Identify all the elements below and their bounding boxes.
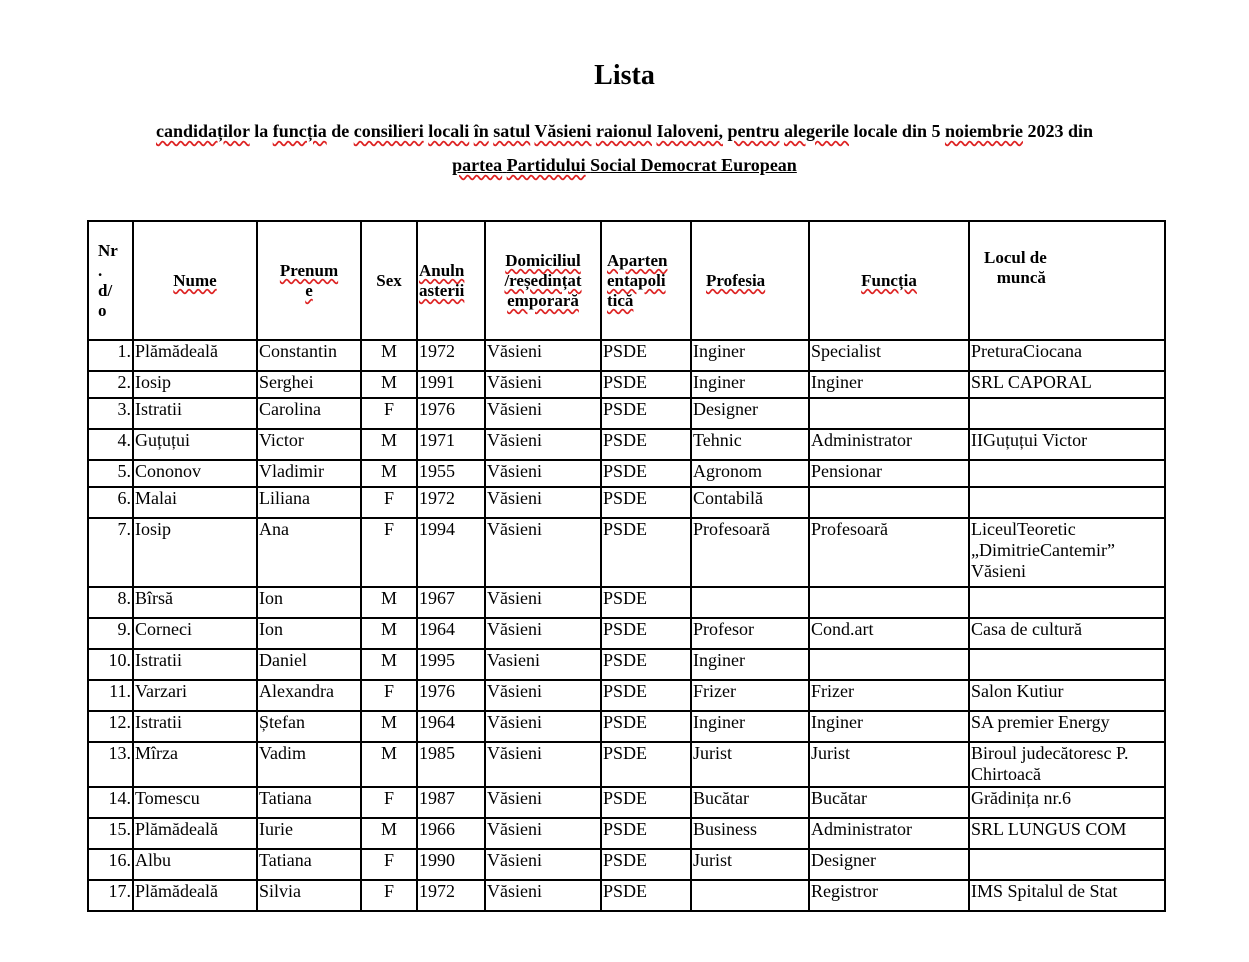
cell-prenume: Ștefan: [257, 711, 361, 742]
cell-profesia: Profesoară: [691, 518, 809, 587]
cell-anul: 1967: [417, 587, 485, 618]
cell-nume: Mîrza: [133, 742, 257, 787]
cell-domiciliu: Văsieni: [485, 371, 601, 398]
cell-sex: F: [361, 398, 417, 429]
cell-profesia: Tehnic: [691, 429, 809, 460]
cell-partid: PSDE: [601, 818, 691, 849]
cell-prenume: Liliana: [257, 487, 361, 518]
cell-prenume: Victor: [257, 429, 361, 460]
cell-profesia: Inginer: [691, 649, 809, 680]
cell-nr: 17.: [88, 880, 133, 911]
cell-functia: Bucătar: [809, 787, 969, 818]
cell-prenume: Daniel: [257, 649, 361, 680]
cell-nume: Plămădeală: [133, 818, 257, 849]
cell-locul: SA premier Energy: [969, 711, 1165, 742]
cell-profesia: Jurist: [691, 742, 809, 787]
cell-nr: 4.: [88, 429, 133, 460]
table-row: [88, 398, 1165, 429]
cell-locul: SRL CAPORAL: [969, 371, 1165, 398]
cell-sex: M: [361, 460, 417, 487]
cell-locul: [969, 398, 1165, 429]
subtitle-word: locale din 5: [853, 121, 941, 141]
cell-nume: Corneci: [133, 618, 257, 649]
cell-anul: 1971: [417, 429, 485, 460]
cell-partid: PSDE: [601, 742, 691, 787]
cell-domiciliu: Văsieni: [485, 711, 601, 742]
cell-sex: F: [361, 880, 417, 911]
cell-functia: Specialist: [809, 340, 969, 371]
cell-partid: PSDE: [601, 649, 691, 680]
cell-anul: 1985: [417, 742, 485, 787]
cell-partid: PSDE: [601, 460, 691, 487]
cell-domiciliu: Văsieni: [485, 429, 601, 460]
cell-locul: [969, 460, 1165, 487]
cell-nume: Plămădeală: [133, 880, 257, 911]
table-body: [88, 340, 1165, 911]
cell-domiciliu: Văsieni: [485, 742, 601, 787]
cell-domiciliu: Văsieni: [485, 460, 601, 487]
cell-locul: Salon Kutiur: [969, 680, 1165, 711]
cell-sex: F: [361, 487, 417, 518]
cell-locul: [969, 487, 1165, 518]
cell-profesia: Agronom: [691, 460, 809, 487]
cell-nr: 2.: [88, 371, 133, 398]
cell-locul: Grădinița nr.6: [969, 787, 1165, 818]
cell-nume: Albu: [133, 849, 257, 880]
header-locul: Locul de muncă: [969, 221, 1165, 340]
cell-profesia: Frizer: [691, 680, 809, 711]
cell-anul: 1964: [417, 711, 485, 742]
cell-functia: [809, 398, 969, 429]
cell-anul: 1976: [417, 680, 485, 711]
cell-sex: F: [361, 787, 417, 818]
cell-nume: Guțuțui: [133, 429, 257, 460]
table-row: [88, 818, 1165, 849]
header-domiciliul: Domiciliul /reședințat emporară: [485, 221, 601, 340]
cell-domiciliu: Vasieni: [485, 649, 601, 680]
table-row: [88, 587, 1165, 618]
cell-partid: PSDE: [601, 618, 691, 649]
cell-partid: PSDE: [601, 587, 691, 618]
cell-locul: IMS Spitalul de Stat: [969, 880, 1165, 911]
cell-nr: 10.: [88, 649, 133, 680]
cell-functia: Cond.art: [809, 618, 969, 649]
cell-partid: PSDE: [601, 429, 691, 460]
cell-functia: Inginer: [809, 371, 969, 398]
cell-partid: PSDE: [601, 398, 691, 429]
cell-sex: M: [361, 711, 417, 742]
cell-nume: Cononov: [133, 460, 257, 487]
subtitle-word: noiembrie: [944, 121, 1023, 141]
cell-profesia: Business: [691, 818, 809, 849]
table-row: [88, 429, 1165, 460]
cell-anul: 1976: [417, 398, 485, 429]
cell-anul: 1994: [417, 518, 485, 587]
header-prenume: Prenum e: [257, 221, 361, 340]
subtitle-word: candidaților: [156, 121, 250, 141]
cell-nr: 13.: [88, 742, 133, 787]
cell-nr: 14.: [88, 787, 133, 818]
table-row: [88, 787, 1165, 818]
cell-profesia: Profesor: [691, 618, 809, 649]
cell-nume: Istratii: [133, 649, 257, 680]
cell-profesia: [691, 880, 809, 911]
cell-nume: Bîrsă: [133, 587, 257, 618]
document-subtitle: [100, 114, 1149, 182]
cell-partid: PSDE: [601, 680, 691, 711]
cell-sex: M: [361, 587, 417, 618]
cell-nr: 9.: [88, 618, 133, 649]
cell-domiciliu: Văsieni: [485, 587, 601, 618]
cell-locul: LiceulTeoretic „DimitrieCantemir” Văsieni: [969, 518, 1165, 587]
cell-sex: M: [361, 618, 417, 649]
cell-prenume: Constantin: [257, 340, 361, 371]
cell-functia: [809, 649, 969, 680]
cell-functia: Designer: [809, 849, 969, 880]
cell-profesia: Inginer: [691, 371, 809, 398]
cell-domiciliu: Văsieni: [485, 680, 601, 711]
subtitle-word: locali: [428, 121, 470, 141]
cell-functia: Registror: [809, 880, 969, 911]
cell-domiciliu: Văsieni: [485, 618, 601, 649]
cell-prenume: Iurie: [257, 818, 361, 849]
table-row: [88, 711, 1165, 742]
cell-prenume: Serghei: [257, 371, 361, 398]
cell-anul: 1990: [417, 849, 485, 880]
cell-sex: M: [361, 340, 417, 371]
cell-nr: 12.: [88, 711, 133, 742]
cell-functia: Inginer: [809, 711, 969, 742]
header-nr: Nr . d/ o: [88, 221, 133, 340]
cell-functia: Pensionar: [809, 460, 969, 487]
candidates-table: [87, 220, 1166, 912]
cell-profesia: Designer: [691, 398, 809, 429]
cell-anul: 1995: [417, 649, 485, 680]
header-anul: Anuln asterii: [417, 221, 485, 340]
cell-prenume: Alexandra: [257, 680, 361, 711]
cell-prenume: Ion: [257, 587, 361, 618]
table-header-row: [88, 221, 1165, 340]
cell-sex: M: [361, 818, 417, 849]
cell-sex: M: [361, 649, 417, 680]
document-title: Lista: [594, 60, 655, 91]
cell-domiciliu: Văsieni: [485, 787, 601, 818]
subtitle-word: 2023 din: [1027, 121, 1093, 141]
cell-profesia: Inginer: [691, 711, 809, 742]
cell-nr: 8.: [88, 587, 133, 618]
header-profesia: Profesia: [691, 221, 809, 340]
table-row: [88, 371, 1165, 398]
cell-anul: 1966: [417, 818, 485, 849]
subtitle-word: consilieri: [353, 121, 424, 141]
table-row: [88, 487, 1165, 518]
cell-nr: 6.: [88, 487, 133, 518]
cell-prenume: Ion: [257, 618, 361, 649]
cell-domiciliu: Văsieni: [485, 518, 601, 587]
cell-anul: 1955: [417, 460, 485, 487]
table-row: [88, 880, 1165, 911]
cell-partid: PSDE: [601, 849, 691, 880]
cell-nume: Malai: [133, 487, 257, 518]
table-row: [88, 649, 1165, 680]
cell-functia: Profesoară: [809, 518, 969, 587]
cell-locul: IIGuțuțui Victor: [969, 429, 1165, 460]
cell-functia: Administrator: [809, 818, 969, 849]
cell-partid: PSDE: [601, 487, 691, 518]
cell-prenume: Vadim: [257, 742, 361, 787]
cell-locul: [969, 587, 1165, 618]
cell-domiciliu: Văsieni: [485, 818, 601, 849]
subtitle-word: Văsieni: [534, 121, 592, 141]
subtitle-word: funcția: [272, 121, 327, 141]
cell-sex: M: [361, 429, 417, 460]
subtitle-word: de: [331, 121, 350, 141]
cell-sex: M: [361, 742, 417, 787]
cell-locul: SRL LUNGUS COM: [969, 818, 1165, 849]
cell-nume: Istratii: [133, 711, 257, 742]
subtitle-word: raionul: [595, 121, 652, 141]
cell-partid: PSDE: [601, 340, 691, 371]
cell-domiciliu: Văsieni: [485, 487, 601, 518]
cell-functia: [809, 487, 969, 518]
cell-nr: 5.: [88, 460, 133, 487]
cell-functia: Administrator: [809, 429, 969, 460]
cell-anul: 1972: [417, 340, 485, 371]
subtitle-word: Social Democrat European: [590, 155, 797, 175]
cell-prenume: Tatiana: [257, 849, 361, 880]
subtitle-word: în: [473, 121, 489, 141]
cell-locul: Biroul judecătoresc P. Chirtoacă: [969, 742, 1165, 787]
cell-domiciliu: Văsieni: [485, 398, 601, 429]
cell-nr: 16.: [88, 849, 133, 880]
cell-nr: 1.: [88, 340, 133, 371]
cell-nume: Plămădeală: [133, 340, 257, 371]
subtitle-word: Ialoveni,: [656, 121, 723, 141]
cell-profesia: Contabilă: [691, 487, 809, 518]
header-functia: Funcția: [809, 221, 969, 340]
cell-anul: 1972: [417, 880, 485, 911]
subtitle-word: satul: [493, 121, 531, 141]
table-row: [88, 849, 1165, 880]
cell-nr: 15.: [88, 818, 133, 849]
cell-locul: [969, 849, 1165, 880]
cell-prenume: Carolina: [257, 398, 361, 429]
cell-prenume: Ana: [257, 518, 361, 587]
cell-locul: PreturaCiocana: [969, 340, 1165, 371]
header-sex: Sex: [361, 221, 417, 340]
cell-nume: Istratii: [133, 398, 257, 429]
header-nume: Nume: [133, 221, 257, 340]
cell-domiciliu: Văsieni: [485, 880, 601, 911]
cell-prenume: Silvia: [257, 880, 361, 911]
cell-profesia: Jurist: [691, 849, 809, 880]
cell-functia: Frizer: [809, 680, 969, 711]
cell-locul: Casa de cultură: [969, 618, 1165, 649]
subtitle-word: Partidului: [506, 155, 586, 175]
cell-nr: 7.: [88, 518, 133, 587]
subtitle-word: pentru: [727, 121, 780, 141]
cell-domiciliu: Văsieni: [485, 849, 601, 880]
cell-prenume: Vladimir: [257, 460, 361, 487]
cell-nume: Tomescu: [133, 787, 257, 818]
table-row: [88, 742, 1165, 787]
cell-functia: [809, 587, 969, 618]
cell-profesia: Bucătar: [691, 787, 809, 818]
cell-profesia: [691, 587, 809, 618]
cell-sex: F: [361, 680, 417, 711]
table-row: [88, 680, 1165, 711]
cell-profesia: Inginer: [691, 340, 809, 371]
table-row: [88, 340, 1165, 371]
cell-domiciliu: Văsieni: [485, 340, 601, 371]
cell-nume: Iosip: [133, 371, 257, 398]
cell-anul: 1964: [417, 618, 485, 649]
header-apartenenta: Aparten entapoli tică: [601, 221, 691, 340]
table-row: [88, 618, 1165, 649]
subtitle-word: partea: [452, 155, 503, 175]
cell-nr: 3.: [88, 398, 133, 429]
cell-partid: PSDE: [601, 371, 691, 398]
cell-partid: PSDE: [601, 518, 691, 587]
cell-nume: Iosip: [133, 518, 257, 587]
subtitle-word: la: [254, 121, 269, 141]
cell-partid: PSDE: [601, 880, 691, 911]
cell-sex: F: [361, 849, 417, 880]
cell-nr: 11.: [88, 680, 133, 711]
cell-locul: [969, 649, 1165, 680]
cell-sex: F: [361, 518, 417, 587]
table-row: [88, 518, 1165, 587]
cell-anul: 1991: [417, 371, 485, 398]
cell-nume: Varzari: [133, 680, 257, 711]
cell-prenume: Tatiana: [257, 787, 361, 818]
cell-anul: 1987: [417, 787, 485, 818]
table-row: [88, 460, 1165, 487]
cell-partid: PSDE: [601, 711, 691, 742]
cell-anul: 1972: [417, 487, 485, 518]
cell-sex: M: [361, 371, 417, 398]
subtitle-word: alegerile: [783, 121, 849, 141]
cell-partid: PSDE: [601, 787, 691, 818]
cell-functia: Jurist: [809, 742, 969, 787]
